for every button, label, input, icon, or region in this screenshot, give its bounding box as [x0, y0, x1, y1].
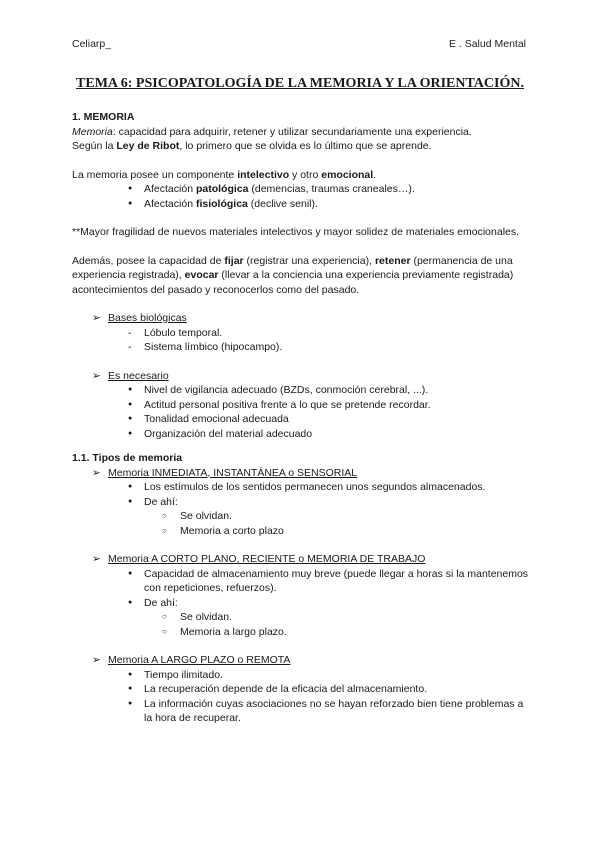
necesario-title: Es necesario — [108, 369, 169, 382]
bases-title: Bases biológicas — [108, 312, 187, 324]
capacities-paragraph — [72, 254, 532, 298]
ribot-post: , lo primero que se olvida es lo último que se aprende. — [179, 140, 432, 152]
ribot-pre: Según la — [72, 140, 117, 152]
comp-end: . — [373, 168, 377, 181]
list-item: ● Tiempo ilimitado. — [72, 668, 532, 683]
sub-list-item: ○ Se olvidan. — [72, 610, 532, 625]
afect-post: (demencias, traumas craneales…). — [248, 183, 415, 195]
afect-bold: patológica — [195, 183, 249, 195]
list-item — [72, 182, 532, 197]
memoria-largo-list — [72, 668, 532, 726]
arrow-bullet-icon: ➢ — [92, 312, 101, 324]
cap-2: (registrar una experiencia), — [243, 254, 375, 267]
afect-bold: fisiológica — [195, 197, 248, 210]
section-heading-tipos: 1.1. Tipos de memoria — [72, 452, 183, 464]
cap-evocar: evocar — [184, 269, 219, 281]
definition-paragraph — [72, 125, 532, 140]
arrow-bullet-icon: ➢ — [92, 466, 101, 479]
memoria-corto-list — [72, 567, 532, 640]
list-item — [72, 197, 532, 212]
definition-text: : capacidad para adquirir, retener y utilizar secundariamente una experiencia. — [112, 125, 472, 138]
cap-3: (permanencia de una experiencia registrada), — [72, 254, 513, 281]
memoria-corto-heading — [72, 552, 532, 567]
document-body — [72, 110, 532, 726]
list-item: ● Organización del material adecuado — [72, 427, 532, 442]
cap-1: Además, posee la capacidad de — [72, 254, 225, 267]
afect-pre: Afectación — [144, 183, 196, 195]
bases-list — [72, 326, 532, 355]
list-item: ● Tonalidad emocional adecuada — [72, 412, 532, 427]
bases-heading — [72, 311, 532, 326]
list-item: ● De ahí: — [72, 596, 532, 611]
list-item: ● De ahí: — [72, 495, 532, 510]
list-item: ● La información cuyas asociaciones no se hayan reforzado bien tiene problemas a la hora de recuperar. — [72, 697, 532, 726]
cap-fijar: fijar — [224, 254, 244, 267]
definition-term: Memoria — [72, 125, 113, 138]
sub-list-item: ○ Memoria a largo plazo. — [72, 625, 532, 640]
necesario-list — [72, 383, 532, 441]
afectacion-list — [72, 182, 532, 211]
cap-retener: retener — [374, 254, 411, 267]
list-item: ● Los estímulos de los sentidos permanecen unos segundos almacenados. — [72, 480, 532, 495]
comp-mid: y otro — [289, 168, 322, 181]
list-item: ● Actitud personal positiva frente a lo que se pretende recordar. — [72, 398, 532, 413]
list-item: - Lóbulo temporal. — [72, 326, 532, 341]
memoria-largo-heading — [72, 653, 532, 668]
ribot-paragraph — [72, 139, 532, 154]
page-title: TEMA 6: PSICOPATOLOGÍA DE LA MEMORIA Y LA ORIENTACIÓN. — [76, 76, 524, 91]
sub-list-item: ○ Se olvidan. — [72, 509, 532, 524]
note-paragraph: **Mayor fragilidad de nuevos materiales intelectivos y mayor solidez de materiales emocionales. — [72, 226, 520, 238]
afect-pre: Afectación — [144, 197, 196, 210]
memoria-inmediata-heading — [72, 466, 532, 481]
cap-4: (llevar a la conciencia una experiencia previamente registrada) acontecimientos del pasado y reconocerlos como del pasado. — [72, 269, 514, 296]
list-item: ● Capacidad de almacenamiento muy breve (puede llegar a horas si la mantenemos con repeticiones, refuerzos). — [72, 567, 532, 596]
afect-post: (declive senil). — [247, 197, 318, 210]
comp-pre: La memoria posee un componente — [72, 168, 238, 181]
necesario-heading — [72, 369, 532, 384]
arrow-bullet-icon: ➢ — [92, 369, 101, 382]
list-item: ● Nivel de vigilancia adecuado (BZDs, conmoción cerebral, ...). — [72, 383, 532, 398]
list-item: ● La recuperación depende de la eficacia del almacenamiento. — [72, 682, 532, 697]
memoria-inmediata-list — [72, 480, 532, 538]
comp-intelectivo: intelectivo — [237, 168, 290, 181]
header-author: Celiarp_ — [72, 38, 112, 50]
sub-list-item: ○ Memoria a corto plazo — [72, 524, 532, 539]
memoria-largo-title: Memoria A LARGO PLAZO o REMOTA — [108, 654, 291, 666]
memoria-corto-title: Memoria A CORTO PLANO, RECIENTE o MEMORIA DE TRABAJO — [108, 553, 426, 565]
components-paragraph — [72, 168, 532, 183]
header-subject: E . Salud Mental — [448, 38, 526, 50]
arrow-bullet-icon: ➢ — [92, 553, 101, 565]
section-heading-memoria: 1. MEMORIA — [72, 111, 135, 123]
comp-emocional: emocional — [321, 168, 374, 181]
ribot-law: Ley de Ribot — [116, 140, 180, 152]
memoria-inmediata-title: Memoria INMEDIATA, INSTANTÁNEA o SENSORIAL — [108, 466, 358, 479]
list-item: - Sistema límbico (hipocampo). — [72, 340, 532, 355]
arrow-bullet-icon: ➢ — [92, 654, 101, 666]
